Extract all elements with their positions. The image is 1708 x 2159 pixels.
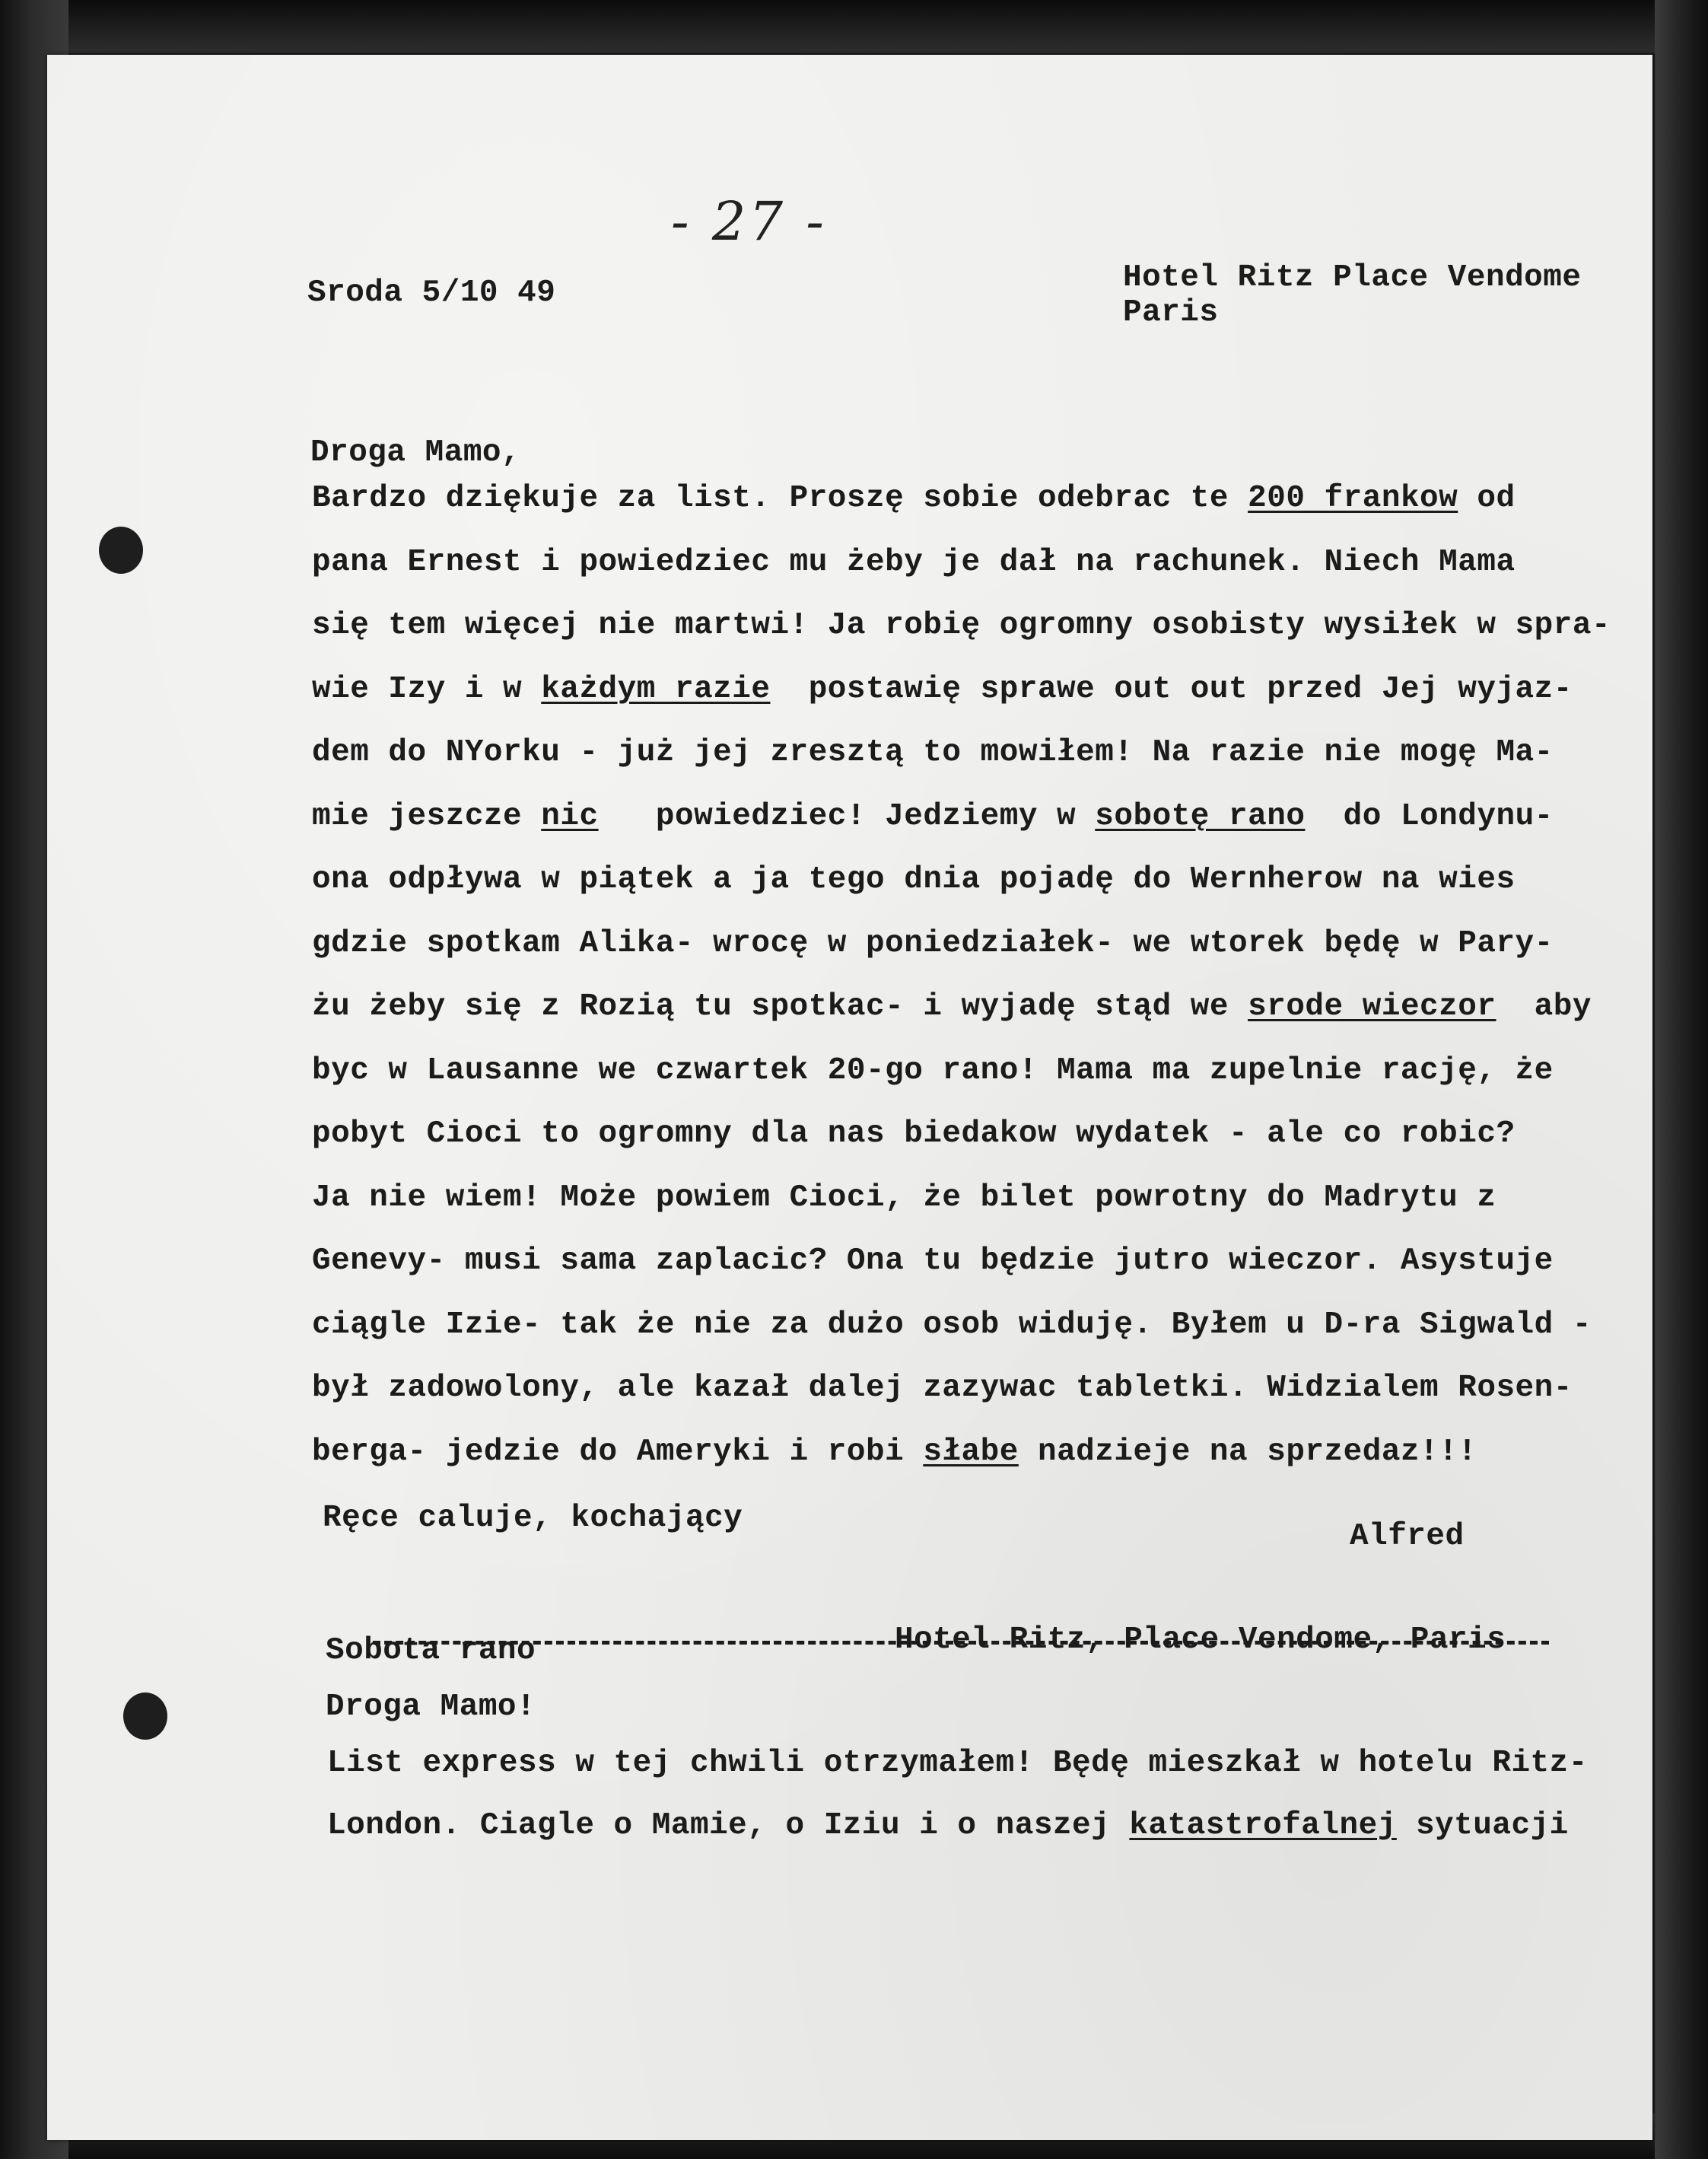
text-line [327, 1808, 1569, 1843]
text-segment: nadzieje na sprzedaz!!! [1018, 1434, 1477, 1470]
scan-border-top [0, 0, 1708, 53]
letter2-address: Hotel Ritz, Place Vendome, Paris [895, 1622, 1506, 1657]
text-segment: aby [1496, 989, 1592, 1024]
letter1-date: Sroda 5/10 49 [307, 275, 556, 310]
text-line [312, 608, 1611, 643]
text-line [312, 1371, 1573, 1406]
text-line [312, 1435, 1477, 1470]
text-segment: pana Ernest i powiedziec mu żeby je dał na rachunek. Niech Mama [312, 544, 1516, 580]
text-segment: od [1458, 481, 1516, 516]
text-line [327, 1746, 1588, 1781]
underlined-text: sobotę rano [1095, 798, 1306, 834]
text-segment: Bardzo dziękuje za list. Proszę sobie odebrac te [312, 481, 1248, 516]
letter1-body [312, 481, 1651, 1592]
text-line [312, 1053, 1554, 1088]
text-segment: powiedziec! Jedziemy w [598, 798, 1096, 834]
text-segment: wie Izy i w [312, 671, 542, 707]
text-line [312, 989, 1592, 1024]
text-line [312, 735, 1554, 770]
letter2-date: Sobota rano [326, 1633, 536, 1668]
letter1-closing: Ręce caluje, kochający [323, 1501, 743, 1536]
punch-hole-lower [123, 1692, 167, 1740]
letter1-signature: Alfred [1350, 1519, 1465, 1554]
text-segment: ona odpływa w piątek a ja tego dnia pojadę do Wernherow na wies [312, 862, 1516, 897]
text-line [312, 1180, 1496, 1215]
text-line [312, 1116, 1516, 1151]
underlined-text: katastrofalnej [1129, 1808, 1397, 1843]
text-line [312, 672, 1573, 707]
text-segment: List express w tej chwili otrzymałem! Będę mieszkał w hotelu Ritz- [327, 1746, 1588, 1781]
page-number: - 27 - [671, 190, 827, 253]
text-line [312, 1307, 1592, 1342]
text-segment: gdzie spotkam Alika- wrocę w poniedziałek- we wtorek będę w Pary- [312, 925, 1554, 961]
text-segment: Ja nie wiem! Może powiem Cioci, że bilet powrotny do Madrytu z [312, 1180, 1496, 1215]
text-line [312, 862, 1516, 897]
underlined-text: srode wieczor [1248, 989, 1496, 1024]
text-segment: pobyt Cioci to ogromny dla nas biedakow wydatek - ale co robic? [312, 1116, 1516, 1151]
letter-page [47, 55, 1652, 2140]
letter2-salutation: Droga Mamo! [326, 1689, 536, 1724]
text-line [312, 545, 1516, 580]
text-segment: dem do NYorku - już jej zresztą to mowiłem! Na razie nie mogę Ma- [312, 735, 1554, 770]
text-segment: się tem więcej nie martwi! Ja robię ogromny osobisty wysiłek w spra- [312, 608, 1611, 643]
text-segment: berga- jedzie do Ameryki i robi [312, 1434, 924, 1470]
text-line [312, 481, 1516, 516]
text-line [312, 799, 1554, 834]
text-segment: byc w Lausanne we czwartek 20-go rano! Mama ma zupelnie rację, że [312, 1052, 1554, 1088]
underlined-text: każdym razie [541, 671, 771, 707]
text-segment: do Londynu- [1305, 798, 1554, 834]
text-line [312, 926, 1554, 961]
text-segment: postawię sprawe out out przed Jej wyjaz- [770, 671, 1573, 707]
underlined-text: 200 frankow [1248, 481, 1458, 516]
text-segment: sytuacji [1396, 1808, 1569, 1843]
text-line [312, 1243, 1554, 1279]
text-segment: mie jeszcze [312, 798, 542, 834]
letter2-body [327, 1746, 1666, 1898]
text-segment: był zadowolony, ale kazał dalej zazywac tabletki. Widzialem Rosen- [312, 1371, 1573, 1406]
text-segment: żu żeby się z Rozią tu spotkac- i wyjadę stąd we [312, 989, 1248, 1024]
text-segment: Genevy- musi sama zaplacic? Ona tu będzie jutro wieczor. Asystuje [312, 1243, 1554, 1279]
text-segment: London. Ciagle o Mamie, o Iziu i o naszej [327, 1808, 1130, 1843]
text-segment: ciągle Izie- tak że nie za dużo osob widuję. Byłem u D-ra Sigwald - [312, 1307, 1592, 1342]
letter1-address-line1: Hotel Ritz Place Vendome [1123, 260, 1582, 295]
letter1-salutation: Droga Mamo, [310, 435, 521, 470]
underlined-text: słabe [923, 1434, 1019, 1470]
letter1-address-line2: Paris [1123, 295, 1219, 330]
punch-hole-upper [99, 527, 143, 574]
underlined-text: nic [541, 798, 599, 834]
